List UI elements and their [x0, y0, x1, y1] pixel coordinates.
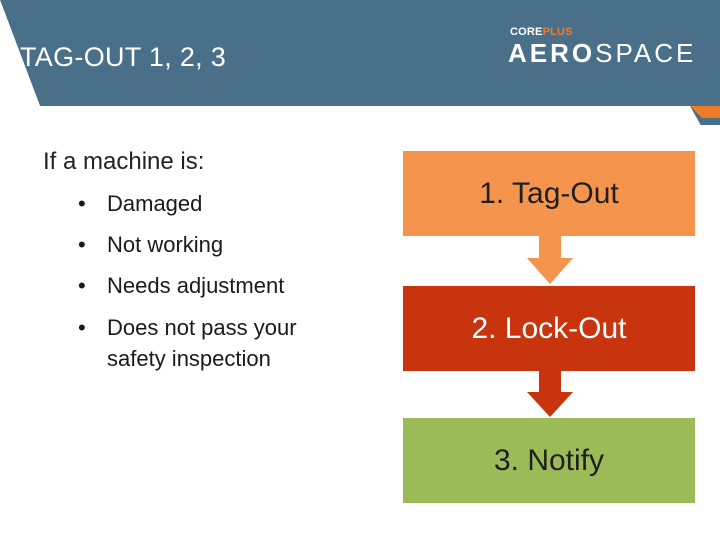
list-item-text: Not working	[107, 232, 224, 257]
logo-aero-text: AERO	[508, 38, 596, 68]
bullet-icon: •	[78, 273, 86, 298]
bullet-icon: •	[78, 315, 86, 340]
arrow-down-icon	[525, 236, 575, 286]
intro-text: If a machine is:	[43, 148, 205, 175]
logo-plus-text: PLUS	[542, 26, 573, 38]
bullet-icon: •	[78, 232, 86, 257]
list-item-text: Does not pass your safety inspection	[107, 315, 297, 371]
bullet-icon: •	[78, 191, 86, 216]
step-notify: 3. Notify	[403, 418, 695, 503]
arrow-down-icon	[525, 371, 575, 419]
list-item-text: Needs adjustment	[107, 273, 285, 298]
logo-space-text: SPACE	[595, 38, 697, 68]
logo-core-text: CORE	[510, 26, 543, 38]
slide-title: TAG-OUT 1, 2, 3	[20, 42, 227, 72]
list-item-text: Damaged	[107, 191, 203, 216]
step-tag-out: 1. Tag-Out	[403, 151, 695, 236]
step-lock-out: 2. Lock-Out	[403, 286, 695, 371]
